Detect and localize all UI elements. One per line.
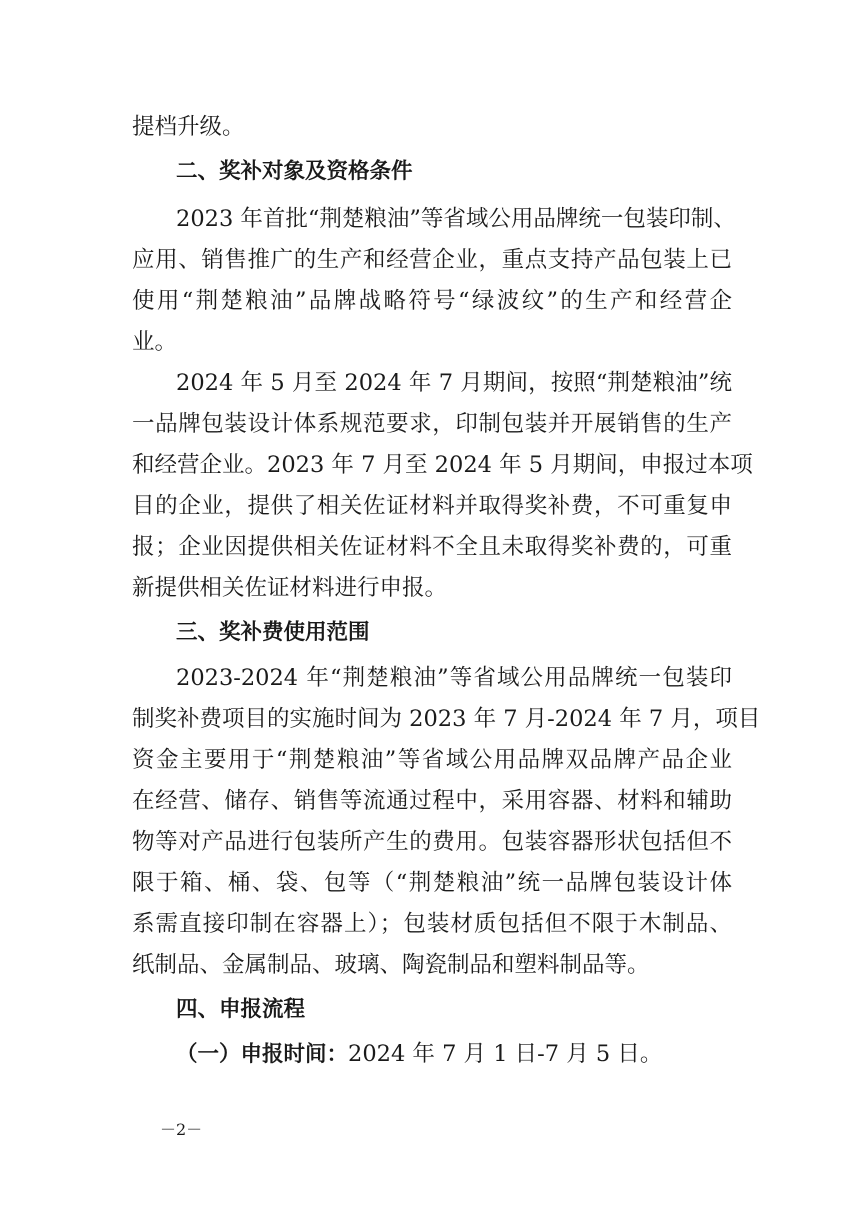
body-text-line: 报；企业因提供相关佐证材料不全且未取得奖补费的，可重 [132, 534, 732, 560]
subsection-label: （一）申报时间： [176, 1042, 349, 1067]
body-text-line: 在经营、储存、销售等流通过程中，采用容器、材料和辅助 [132, 788, 732, 814]
body-text-line: 提档升级。 [132, 114, 245, 140]
body-text-line: 2024 年 5 月至 2024 年 7 月期间，按照“荆楚粮油”统 [176, 370, 732, 396]
body-text-line: 新提供相关佐证材料进行申报。 [132, 575, 448, 601]
body-text-line: 业。 [132, 329, 178, 355]
body-text-line: 纸制品、金属制品、玻璃、陶瓷制品和塑料制品等。 [132, 952, 650, 978]
body-text-line: 一品牌包装设计体系规范要求，印制包装并开展销售的生产 [132, 411, 732, 437]
body-text-line: 应用、销售推广的生产和经营企业，重点支持产品包装上已 [132, 247, 732, 273]
body-text-line: 物等对产品进行包装所产生的费用。包装容器形状包括但不 [132, 829, 732, 855]
body-text-line: 限于箱、桶、袋、包等（“荆楚粮油”统一品牌包装设计体 [132, 870, 732, 896]
body-text-line: 资金主要用于“荆楚粮油”等省域公用品牌双品牌产品企业 [132, 747, 732, 773]
section-heading: 二、奖补对象及资格条件 [176, 159, 413, 184]
body-text-line: 2023-2024 年“荆楚粮油”等省域公用品牌统一包装印 [176, 665, 732, 691]
body-text-line: 使用“荆楚粮油”品牌战略符号“绿波纹”的生产和经营企 [132, 288, 732, 314]
body-text-line: 系需直接印制在容器上）；包装材质包括但不限于木制品、 [132, 911, 732, 937]
section-heading: 四、申报流程 [176, 997, 306, 1022]
body-text-line: 目的企业，提供了相关佐证材料并取得奖补费，不可重复申 [132, 493, 732, 519]
body-text-line: 制奖补费项目的实施时间为 2023 年 7 月-2024 年 7 月，项目 [132, 706, 761, 732]
subsection-line [176, 1034, 662, 1075]
body-text-line: 2023 年首批“荆楚粮油”等省域公用品牌统一包装印制、 [176, 206, 736, 232]
body-text-line: 和经营企业。2023 年 7 月至 2024 年 5 月期间，申报过本项 [132, 452, 753, 478]
subsection-text: 2024 年 7 月 1 日-7 月 5 日。 [348, 1041, 663, 1067]
page-number: －2－ [160, 1120, 203, 1139]
section-heading: 三、奖补费使用范围 [176, 620, 370, 645]
